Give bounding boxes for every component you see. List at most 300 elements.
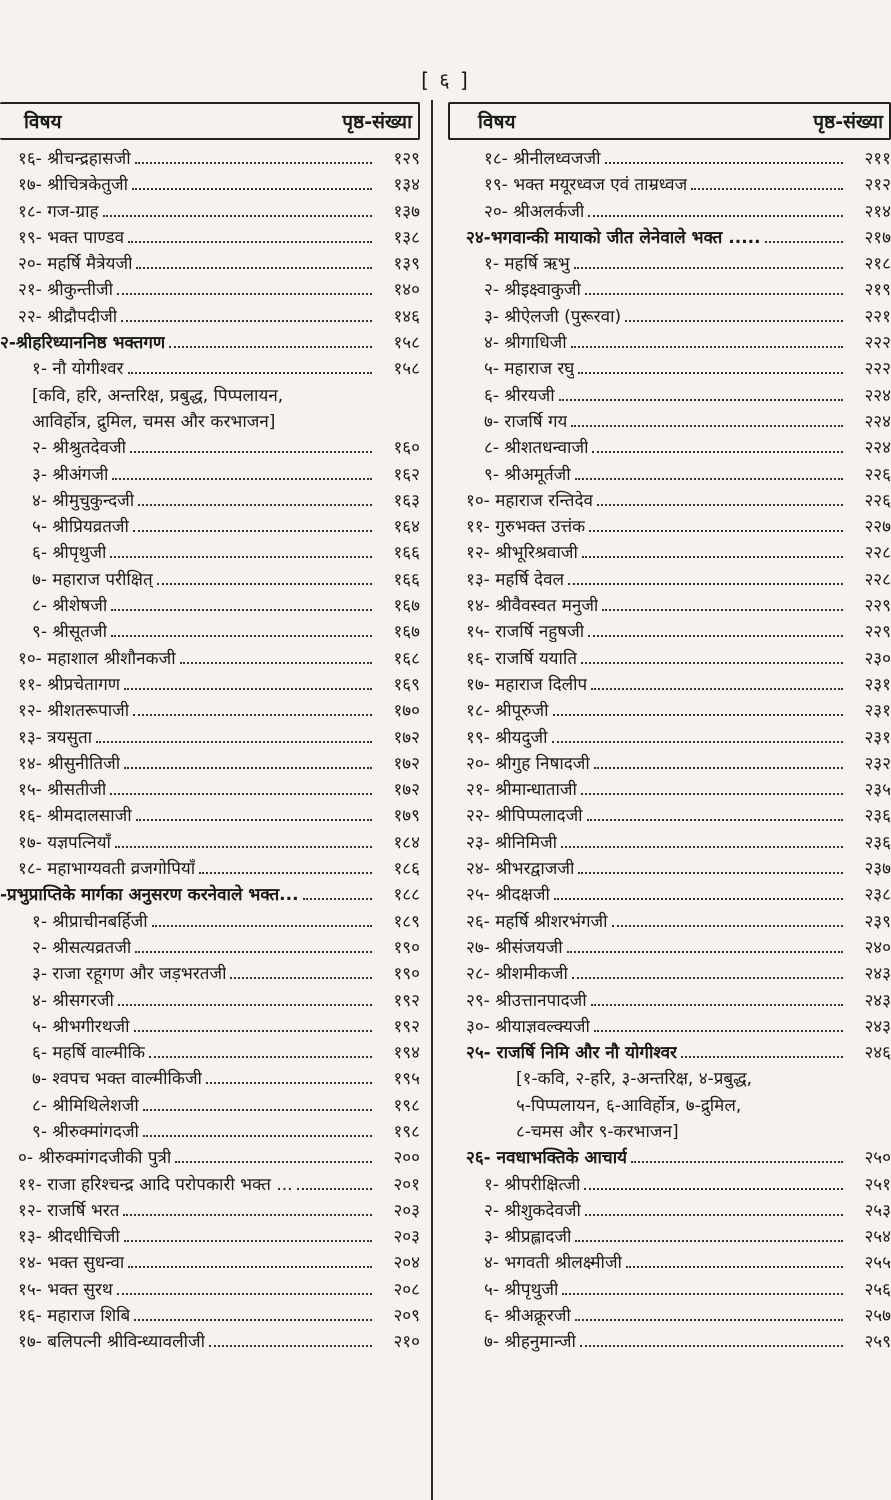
toc-entry-row: [0, 619, 420, 645]
dot-leader: [562, 1280, 843, 1295]
dot-leader: [180, 649, 372, 664]
toc-entry-row: [0, 1198, 420, 1224]
toc-entry-title: ८- श्रीमिथिलेशजी: [32, 1095, 139, 1116]
toc-entry-page: २५९: [864, 1332, 891, 1353]
toc-entry-row: [0, 251, 420, 277]
toc-entry-title: १४- श्रीवैवस्वत मनुजी: [466, 596, 599, 617]
page-number: [ ६ ]: [421, 68, 470, 92]
dot-leader: [602, 596, 843, 611]
toc-note-line: आविर्होत्र, द्रुमिल, चमस और करभाजन]: [32, 411, 276, 432]
toc-entry-title: ६- महर्षि वाल्मीकि: [32, 1043, 146, 1064]
dot-leader: [591, 675, 843, 690]
dot-leader: [581, 649, 843, 664]
toc-entry-title: २६- नवधाभक्तिके आचार्य: [466, 1148, 627, 1169]
toc-entry-title: ४- श्रीमुचुकुन्दजी: [32, 490, 135, 511]
dot-leader: [133, 517, 372, 532]
column-header: [448, 102, 891, 140]
toc-entry-title: ११- श्रीप्रचेतागण: [18, 674, 121, 695]
toc-entry-row: [0, 462, 420, 488]
toc-entry-page: २२२: [864, 359, 891, 380]
toc-entry-page: २१७: [864, 227, 891, 248]
toc-entry-page: २०३: [393, 1227, 420, 1248]
toc-entry-title: ३- श्रीप्रह्लादजी: [484, 1227, 572, 1248]
toc-section-row: [448, 1145, 891, 1171]
toc-entry-row: [448, 277, 891, 303]
toc-entry-page: १८४: [393, 832, 420, 853]
dot-leader: [575, 1306, 843, 1321]
toc-entry-row: [0, 540, 420, 566]
toc-entry-row: [0, 1040, 420, 1066]
toc-entry-title: ४- भगवती श्रीलक्ष्मीजी: [484, 1253, 622, 1274]
toc-entry-row: [0, 1250, 420, 1276]
dot-leader: [135, 938, 372, 953]
toc-entry-row: [448, 330, 891, 356]
toc-entry-title: २९- श्रीउत्तानपादजी: [466, 990, 587, 1011]
toc-entry-row: [448, 725, 891, 751]
dot-leader: [568, 570, 843, 585]
toc-entry-page: २३०: [864, 648, 891, 669]
dot-leader: [587, 806, 843, 821]
toc-entry-title: १४- भक्त सुधन्वा: [18, 1253, 125, 1274]
dot-leader: [559, 386, 843, 401]
toc-entry-page: २४३: [864, 990, 891, 1011]
toc-entry-row: [0, 1277, 420, 1303]
header-page: पृष्ठ-संख्या: [342, 111, 412, 133]
toc-entry-title: ५- श्रीभगीरथजी: [32, 1016, 130, 1037]
toc-entry-row: [448, 383, 891, 409]
toc-entry-page: १७०: [393, 701, 420, 722]
dot-leader: [96, 728, 372, 743]
toc-entry-page: २५०: [864, 1148, 891, 1169]
toc-entry-row: [0, 277, 420, 303]
toc-entry-page: २३५: [864, 780, 891, 801]
toc-entry-page: २४३: [864, 964, 891, 985]
dot-leader: [591, 991, 843, 1006]
toc-entry-page: १७२: [393, 753, 420, 774]
toc-entry-page: १८६: [393, 859, 420, 880]
toc-entry-title: ७- श्वपच भक्त वाल्मीकिजी: [32, 1069, 202, 1090]
dot-leader: [584, 1175, 843, 1190]
dot-leader: [132, 175, 372, 190]
toc-column-left: [0, 102, 420, 1356]
toc-entry-page: १६९: [393, 674, 420, 695]
toc-entry-title: ३- श्रीऐलजी (पुरूरवा): [484, 306, 622, 327]
toc-entry-title: ३- श्रीअंगजी: [32, 464, 109, 485]
dot-leader: [112, 465, 372, 480]
dot-leader: [594, 1017, 843, 1032]
toc-entry-row: [0, 1014, 420, 1040]
dot-leader: [681, 1043, 843, 1058]
toc-entry-page: २२९: [864, 622, 891, 643]
dot-leader: [110, 780, 372, 795]
toc-entry-page: १३४: [393, 175, 420, 196]
toc-entry-row: [448, 304, 891, 330]
toc-entry-row: [448, 1303, 891, 1329]
dot-leader: [123, 1201, 372, 1216]
header-page: पृष्ठ-संख्या: [813, 111, 883, 133]
toc-entry-row: [448, 1329, 891, 1355]
toc-entry-page: २२६: [864, 464, 891, 485]
toc-entry-title: २७- श्रीसंजयजी: [466, 937, 563, 958]
dot-leader: [578, 359, 843, 374]
toc-entry-title: १२- श्रीशतरूपाजी: [18, 701, 130, 722]
toc-entry-page: १४०: [393, 280, 420, 301]
dot-leader: [138, 491, 372, 506]
toc-entry-title: ११- राजा हरिश्चन्द्र आदि परोपकारी भक्त ...: [18, 1174, 293, 1195]
dot-leader: [117, 1280, 372, 1295]
dot-leader: [592, 438, 843, 453]
toc-entry-row: [0, 856, 420, 882]
dot-leader: [143, 1122, 372, 1137]
toc-entry-page: २२४: [864, 438, 891, 459]
dot-leader: [175, 1148, 372, 1163]
toc-entry-title: ६- श्रीपृथुजी: [32, 543, 107, 564]
toc-entry-row: [0, 225, 420, 251]
toc-entry-title: १- श्रीप्राचीनबर्हिजी: [32, 911, 148, 932]
toc-entry-title: १६- राजर्षि ययाति: [466, 648, 578, 669]
toc-entry-page: २४३: [864, 1016, 891, 1037]
toc-entry-page: १४६: [393, 306, 420, 327]
toc-entry-title: २-श्रीहरिध्याननिष्ठ भक्तगण: [0, 333, 166, 354]
toc-entry-page: २५६: [864, 1279, 891, 1300]
toc-entry-page: १६६: [393, 543, 420, 564]
toc-entry-title: १०- महाशाल श्रीशौनकजी: [18, 648, 176, 669]
toc-entry-title: १०- महाराज रन्तिदेव: [466, 490, 593, 511]
dot-leader: [571, 412, 843, 427]
toc-entry-row: [448, 540, 891, 566]
toc-entry-page: २२४: [864, 411, 891, 432]
toc-entry-title: ५- महाराज रघु: [484, 359, 575, 380]
dot-leader: [571, 333, 843, 348]
toc-entry-title: ३०- श्रीयाज्ञवल्क्यजी: [466, 1016, 590, 1037]
dot-leader: [554, 885, 843, 900]
toc-entry-page: २३९: [864, 911, 891, 932]
dot-leader: [552, 728, 843, 743]
dot-leader: [561, 833, 843, 848]
toc-entry-row: [0, 567, 420, 593]
toc-entry-page: १९०: [393, 964, 420, 985]
dot-leader: [130, 438, 372, 453]
toc-entry-page: १९८: [393, 1095, 420, 1116]
dot-leader: [199, 859, 372, 874]
toc-entry-title: २१- श्रीकुन्तीजी: [18, 280, 114, 301]
toc-entry-title: ७- राजर्षि गय: [484, 411, 568, 432]
dot-leader: [136, 806, 372, 821]
toc-entry-row: [448, 1172, 891, 1198]
toc-entry-title: १६- महाराज शिबि: [18, 1306, 131, 1327]
toc-entry-page: २३६: [864, 832, 891, 853]
toc-entry-row: [448, 698, 891, 724]
dot-leader: [625, 307, 843, 322]
dot-leader: [111, 596, 372, 611]
toc-entry-title: १- श्रीपरीक्षित्जी: [484, 1174, 581, 1195]
toc-entry-page: २१८: [864, 254, 891, 275]
toc-entry-page: २२६: [864, 490, 891, 511]
dot-leader: [631, 1148, 843, 1163]
toc-entry-page: २५१: [864, 1174, 891, 1195]
dot-leader: [588, 202, 843, 217]
dot-leader: [567, 938, 843, 953]
toc-entry-page: २२४: [864, 385, 891, 406]
toc-entry-row: [0, 672, 420, 698]
toc-entry-title: ६- श्रीरयजी: [484, 385, 555, 406]
toc-entry-row: [0, 803, 420, 829]
dot-leader: [124, 754, 372, 769]
toc-entry-row: [448, 961, 891, 987]
toc-entry-title: २०- श्रीगुह निषादजी: [466, 753, 590, 774]
toc-entry-title: ०- श्रीरुक्मांगदजीकी पुत्री: [18, 1148, 172, 1169]
toc-entry-title: ४- श्रीगाधिजी: [484, 333, 567, 354]
toc-note: [0, 383, 420, 436]
toc-entry-title: १९- भक्त मयूरध्वज एवं ताम्रध्वज: [484, 175, 688, 196]
toc-entry-title: १९- भक्त पाण्डव: [18, 227, 125, 248]
toc-entry-row: [448, 462, 891, 488]
toc-entry-title: १२- राजर्षि भरत: [18, 1200, 120, 1221]
toc-entry-row: [0, 1119, 420, 1145]
toc-entry-row: [0, 593, 420, 619]
toc-entry-row: [0, 935, 420, 961]
toc-entry-row: [0, 1303, 420, 1329]
toc-entry-row: [0, 514, 420, 540]
toc-entry-row: [448, 251, 891, 277]
dot-leader: [117, 280, 372, 295]
toc-entry-title: २५- राजर्षि निमि और नौ योगीश्वर: [466, 1043, 677, 1064]
dot-leader: [626, 1253, 843, 1268]
toc-entry-page: १२९: [393, 149, 420, 169]
toc-entry-title: ५- श्रीपृथुजी: [484, 1279, 559, 1300]
dot-leader: [765, 228, 843, 243]
toc-entry-page: १९४: [393, 1043, 420, 1064]
toc-entry-title: १२- श्रीभूरिश्रवाजी: [466, 543, 578, 564]
toc-column-right: [448, 102, 891, 1356]
dot-leader: [118, 991, 372, 1006]
toc-entry-title: ११- गुरुभक्त उत्तंक: [466, 517, 586, 538]
toc-entry-page: १३८: [393, 227, 420, 248]
toc-entry-page: २११: [864, 149, 891, 169]
dot-leader: [157, 570, 372, 585]
toc-entry-row: [0, 1093, 420, 1119]
toc-entry-row: [448, 435, 891, 461]
dot-leader: [594, 754, 843, 769]
toc-entry-row: [0, 435, 420, 461]
toc-entry-page: २०१: [393, 1174, 420, 1195]
toc-entry-row: [0, 725, 420, 751]
toc-entry-title: २१- श्रीमान्धाताजी: [466, 780, 577, 801]
toc-entry-page: १९५: [393, 1069, 420, 1090]
dot-leader: [136, 254, 372, 269]
toc-entry-page: १८८: [393, 885, 420, 906]
toc-entry-row: [448, 646, 891, 672]
toc-entry-title: १८- श्रीनीलध्वजजी: [484, 149, 601, 169]
dot-leader: [572, 964, 843, 979]
toc-entry-page: २००: [393, 1148, 420, 1169]
toc-entry-page: २१२: [864, 175, 891, 196]
dot-leader: [589, 517, 843, 532]
toc-entry-title: १९- श्रीयदुजी: [466, 727, 548, 748]
toc-entry-page: २४०: [864, 937, 891, 958]
toc-entry-page: १६७: [393, 596, 420, 617]
toc-entry-page: २१०: [393, 1332, 420, 1353]
toc-entry-page: २३६: [864, 806, 891, 827]
toc-entry-page: १३७: [393, 201, 420, 222]
toc-entry-row: [448, 882, 891, 908]
toc-entry-row: [448, 1250, 891, 1276]
toc-entry-row: [0, 1066, 420, 1092]
toc-entry-title: ४- श्रीसगरजी: [32, 990, 114, 1011]
toc-note-line: [कवि, हरि, अन्तरिक्ष, प्रबुद्ध, पिप्पलायन,: [32, 385, 284, 406]
toc-entry-row: [0, 172, 420, 198]
dot-leader: [134, 1306, 372, 1321]
toc-entry-title: २२- श्रीद्रौपदीजी: [18, 306, 118, 327]
toc-entry-row: [0, 961, 420, 987]
toc-entry-title: ९- श्रीरुक्मांगदजी: [32, 1121, 139, 1142]
toc-entry-title: २- श्रीइक्ष्वाकुजी: [484, 280, 581, 301]
dot-leader: [585, 280, 843, 295]
toc-entry-title: २२- श्रीपिप्पलादजी: [466, 806, 583, 827]
toc-entry-page: १३९: [393, 254, 420, 275]
toc-entry-page: १६४: [393, 517, 420, 538]
toc-entry-title: १५- राजर्षि नहुषजी: [466, 622, 585, 643]
toc-entry-page: १६८: [393, 648, 420, 669]
toc-entry-title: २८- श्रीशमीकजी: [466, 964, 568, 985]
toc-entry-row: [448, 199, 891, 225]
toc-entry-title: ७- महाराज परीक्षित्: [32, 569, 153, 590]
toc-entry-row: [448, 514, 891, 540]
toc-section-row: [448, 225, 891, 251]
toc-entry-page: २२८: [864, 569, 891, 590]
toc-entry-page: १९०: [393, 937, 420, 958]
toc-entry-title: १३- त्रयसुता: [18, 727, 93, 748]
toc-entry-title: १७- बलिपत्नी श्रीविन्ध्यावलीजी: [18, 1332, 206, 1353]
toc-entry-row: [448, 751, 891, 777]
toc-entry-page: १६२: [393, 464, 420, 485]
toc-entry-row: [0, 1329, 420, 1355]
toc-entry-row: [448, 909, 891, 935]
toc-entry-page: २२७: [864, 517, 891, 538]
toc-entry-title: १७- श्रीचित्रकेतुजी: [18, 175, 129, 196]
dot-leader: [612, 912, 843, 927]
toc-entry-row: [0, 1145, 420, 1171]
toc-entry-row: [448, 488, 891, 514]
toc-entry-page: २२१: [864, 306, 891, 327]
toc-entry-row: [0, 356, 420, 382]
dot-leader: [303, 885, 372, 900]
dot-leader: [575, 465, 843, 480]
toc-entry-title: ८- श्रीशेषजी: [32, 596, 108, 617]
toc-entry-page: १९२: [393, 1016, 420, 1037]
dot-leader: [128, 359, 373, 374]
toc-note-line: ५-पिप्पलायन, ६-आविर्होत्र, ७-द्रुमिल,: [516, 1095, 742, 1116]
toc-entry-page: १६६: [393, 569, 420, 590]
toc-entry-row: [448, 803, 891, 829]
toc-entry-row: [0, 830, 420, 856]
column-header: [0, 102, 420, 140]
toc-entry-page: २४६: [864, 1043, 891, 1064]
dot-leader: [691, 175, 843, 190]
toc-note-line: ८-चमस और ९-करभाजन]: [516, 1121, 679, 1142]
toc-entry-row: [448, 1277, 891, 1303]
toc-entry-title: २४-भगवान्की मायाको जीत लेनेवाले भक्त .....: [466, 227, 761, 248]
toc-entry-row: [448, 567, 891, 593]
toc-entry-page: १६०: [393, 438, 420, 459]
toc-entry-title: ७- श्रीहनुमान्जी: [484, 1332, 576, 1353]
dot-leader: [121, 307, 372, 322]
toc-entry-title: १५- भक्त सुरथ: [18, 1279, 113, 1300]
header-subject: विषय: [478, 111, 516, 133]
toc-entry-page: २३१: [864, 674, 891, 695]
dot-leader: [230, 964, 372, 979]
dot-leader: [605, 149, 844, 164]
dot-leader: [575, 1227, 843, 1242]
toc-entry-title: २५- श्रीदक्षजी: [466, 885, 550, 906]
toc-entry-page: २३७: [864, 859, 891, 880]
toc-entry-title: २६- महर्षि श्रीशरभंगजी: [466, 911, 608, 932]
dot-leader: [111, 622, 372, 637]
toc-entry-title: १७- महाराज दिलीप: [466, 674, 588, 695]
toc-entry-row: [0, 751, 420, 777]
toc-entry-page: २३२: [864, 753, 891, 774]
toc-entry-title: १- महर्षि ऋभु: [484, 254, 570, 275]
toc-entry-page: २५३: [864, 1200, 891, 1221]
dot-leader: [103, 202, 372, 217]
toc-entry-row: [448, 172, 891, 198]
toc-entry-title: २- श्रीश्रुतदेवजी: [32, 438, 127, 459]
toc-entry-row: [448, 830, 891, 856]
dot-leader: [135, 149, 372, 164]
toc-entry-row: [0, 199, 420, 225]
toc-entry-page: १५८: [393, 333, 420, 354]
toc-entry-page: २०८: [393, 1279, 420, 1300]
toc-entry-row: [448, 1224, 891, 1250]
toc-entry-row: [448, 777, 891, 803]
toc-entry-title: २- श्रीशुकदेवजी: [484, 1200, 581, 1221]
toc-entry-page: २२८: [864, 543, 891, 564]
column-divider: [431, 100, 433, 1500]
dot-leader: [124, 675, 372, 690]
toc-entry-title: २३- श्रीनिमिजी: [466, 832, 558, 853]
toc-entry-row: [0, 988, 420, 1014]
toc-entry-page: १९२: [393, 990, 420, 1011]
dot-leader: [597, 491, 843, 506]
toc-entry-page: २०९: [393, 1306, 420, 1327]
toc-entry-row: [448, 593, 891, 619]
dot-leader: [134, 1017, 372, 1032]
toc-entry-row: [448, 409, 891, 435]
dot-leader: [152, 912, 372, 927]
toc-entry-page: २०४: [393, 1253, 420, 1274]
dot-leader: [169, 333, 372, 348]
dot-leader: [124, 1227, 372, 1242]
toc-note: [448, 1066, 891, 1145]
toc-entry-title: २४- श्रीभरद्वाजजी: [466, 859, 575, 880]
dot-leader: [588, 622, 843, 637]
toc-entry-row: [448, 1014, 891, 1040]
toc-entry-row: [448, 935, 891, 961]
toc-entry-page: २५७: [864, 1306, 891, 1327]
toc-entry-title: ६- श्रीअक्रूरजी: [484, 1306, 571, 1327]
toc-entry-title: १५- श्रीसतीजी: [18, 780, 107, 801]
toc-entries: [0, 146, 420, 1356]
toc-entry-title: १६- श्रीचन्द्रहासजी: [18, 149, 131, 169]
toc-entry-title: ५- श्रीप्रियव्रतजी: [32, 517, 129, 538]
toc-entry-row: [0, 304, 420, 330]
dot-leader: [149, 1043, 372, 1058]
toc-entry-row: [448, 1198, 891, 1224]
toc-entry-page: २५४: [864, 1227, 891, 1248]
toc-entry-row: [0, 646, 420, 672]
toc-entry-page: १७२: [393, 727, 420, 748]
toc-entry-title: १८- श्रीपूरुजी: [466, 701, 549, 722]
